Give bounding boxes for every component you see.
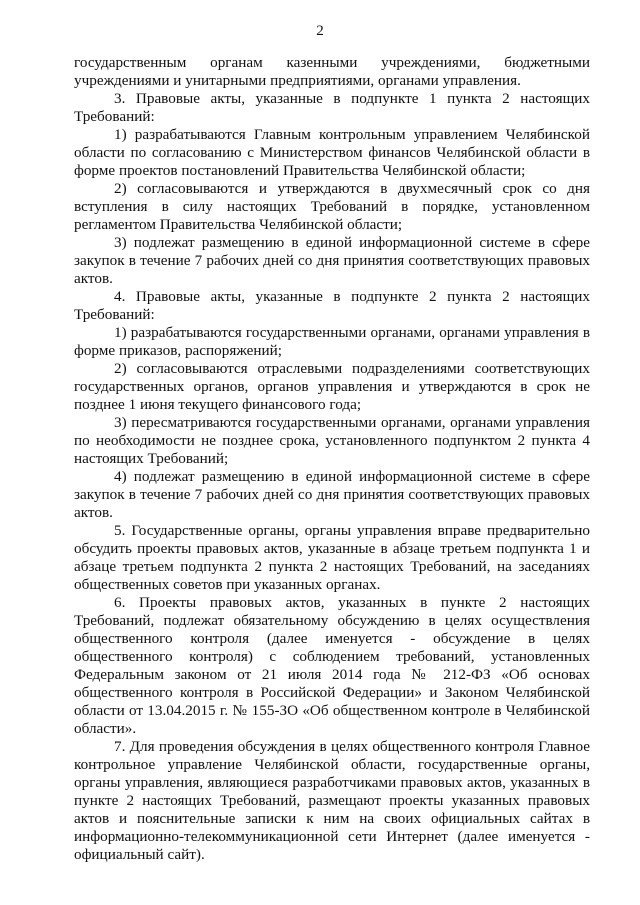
paragraph-item-6: 6. Проекты правовых актов, указанных в пункте 2 настоящих Требований, подлежат обязательному обсуждению в целях осуществления общественного контроля (далее именуется - обсуждение в целях общественного контроля) с соблюдением требований, установленных Федеральным законом от 21 июля 2014 года № 212-ФЗ «Об основах общественного контроля в Российской Федерации» и Законом Челябинской области от 13.04.2015 г. № 155-ЗО «Об общественном контроле в Челябинской области». [74, 594, 590, 737]
paragraph-item-4-4: 4) подлежат размещению в единой информационной системе в сфере закупок в течение 7 рабочих дней со дня принятия соответствующих правовых актов. [74, 468, 590, 521]
paragraph-item-4-1: 1) разрабатываются государственными органами, органами управления в форме приказов, распоряжений; [74, 324, 590, 359]
document-body [74, 54, 590, 864]
page-number: 2 [316, 23, 324, 39]
paragraph-continuation: государственным органам казенными учреждениями, бюджетными учреждениями и унитарными предприятиями, органами управления. [74, 54, 590, 89]
paragraph-item-5: 5. Государственные органы, органы управления вправе предварительно обсудить проекты правовых актов, указанные в абзаце третьем подпункта 1 и абзаце третьем подпункта 2 пункта 2 настоящих Требований, на заседаниях общественных советов при указанных органах. [74, 522, 590, 593]
paragraph-item-4-2: 2) согласовываются отраслевыми подразделениями соответствующих государственных органов, органов управления и утверждаются в срок не позднее 1 июня текущего финансового года; [74, 360, 590, 413]
paragraph-item-3: 3. Правовые акты, указанные в подпункте 1 пункта 2 настоящих Требований: [74, 90, 590, 125]
paragraph-item-4: 4. Правовые акты, указанные в подпункте 2 пункта 2 настоящих Требований: [74, 288, 590, 323]
paragraph-item-3-3: 3) подлежат размещению в единой информационной системе в сфере закупок в течение 7 рабочих дней со дня принятия соответствующих правовых актов. [74, 234, 590, 287]
paragraph-item-4-3: 3) пересматриваются государственными органами, органами управления по необходимости не позднее срока, установленного подпунктом 2 пункта 4 настоящих Требований; [74, 414, 590, 467]
paragraph-item-3-2: 2) согласовываются и утверждаются в двухмесячный срок со дня вступления в силу настоящих Требований в порядке, установленном регламентом Правительства Челябинской области; [74, 180, 590, 233]
paragraph-item-3-1: 1) разрабатываются Главным контрольным управлением Челябинской области по согласованию с Министерством финансов Челябинской области в форме проектов постановлений Правительства Челябинской области; [74, 126, 590, 179]
paragraph-item-7: 7. Для проведения обсуждения в целях общественного контроля Главное контрольное управление Челябинской области, государственные органы, органы управления, являющиеся разработчиками правовых актов, указанных в пункте 2 настоящих Требований, размещают проекты указанных правовых актов и пояснительные записки к ним на своих официальных сайтах в информационно-телекоммуникационной сети Интернет (далее именуется - официальный сайт). [74, 738, 590, 863]
